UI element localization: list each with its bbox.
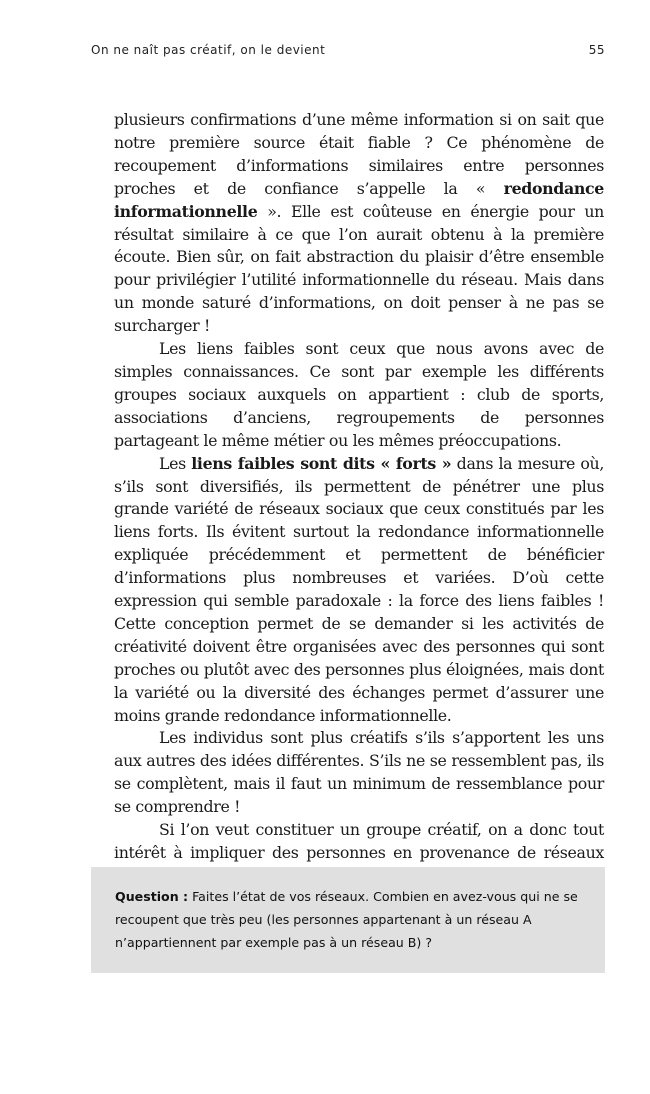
question-text: Faites l’état de vos réseaux. Combien en avez-vous qui ne se recoupent que très peu (les personnes appartenant à un réseau A n’appartiennent par exemple pas à un réseau B) ? [115, 889, 578, 950]
text-segment: Les individus sont plus créatifs s’ils s’apportent les uns aux autres des idées différentes. S’ils ne se ressemblent pas, ils se complètent, mais il faut un minimum de ressemblance pour se comprendre ! [114, 728, 604, 817]
question-label: Question : [115, 889, 189, 904]
bold-term-liens-faibles: liens faibles sont dits « forts » [191, 453, 452, 473]
question-box [91, 867, 605, 973]
text-segment: Si l’on veut constituer un groupe créatif, on a donc tout intérêt à impliquer des personnes en provenance de réseaux [114, 820, 604, 862]
text-segment: ». Elle est coûteuse en énergie pour un résultat similaire à ce que l’on aurait obtenu à la première écoute. Bien sûr, on fait abstraction du plaisir d’être ensemble pour privilégier l’utilité informationnelle du réseau. Mais dans un monde saturé d’informations, on doit penser à ne pas se surcharger ! [114, 201, 604, 336]
paragraph-3 [114, 453, 604, 728]
text-segment: Les liens faibles sont ceux que nous avons avec de simples connaissances. Ce sont par exemple les différents groupes sociaux auxquels on appartient : club de sports, associations d’anciens, regroupements de personnes partageant le même métier ou les mêmes préoccupations. [114, 339, 604, 450]
paragraph-2 [114, 338, 604, 453]
text-segment: dans la mesure où, s’ils sont diversifiés, ils permettent de pénétrer une plus grande variété de réseaux sociaux que ceux constitués par les liens forts. Ils évitent surtout la redondance informationnelle expliquée précédemment et permettent de bénéficier d’informations plus nombreuses et variées. D’où cette expression qui semble paradoxale : la force des liens faibles ! Cette conception permet de se demander si les activités de créativité doivent être organisées avec des personnes qui sont proches ou plutôt avec des personnes plus éloignées, mais dont la variété ou la diversité des échanges permet d’assurer une moins grande redondance informationnelle. [114, 453, 604, 725]
page-number: 55 [588, 43, 605, 57]
bold-term-redondance: redondance informationnelle [114, 178, 604, 221]
running-title: On ne naît pas créatif, on le devient [91, 43, 326, 57]
text-segment: Les [159, 453, 192, 473]
text-segment: plusieurs confirmations d’une même information si on sait que notre première source était fiable ? Ce phénomène de recoupement d’informations similaires entre personnes proches et de confiance s’appelle la « [114, 110, 604, 198]
paragraph-4 [114, 727, 604, 819]
paragraph-1 [114, 109, 604, 338]
body-text [114, 109, 604, 888]
